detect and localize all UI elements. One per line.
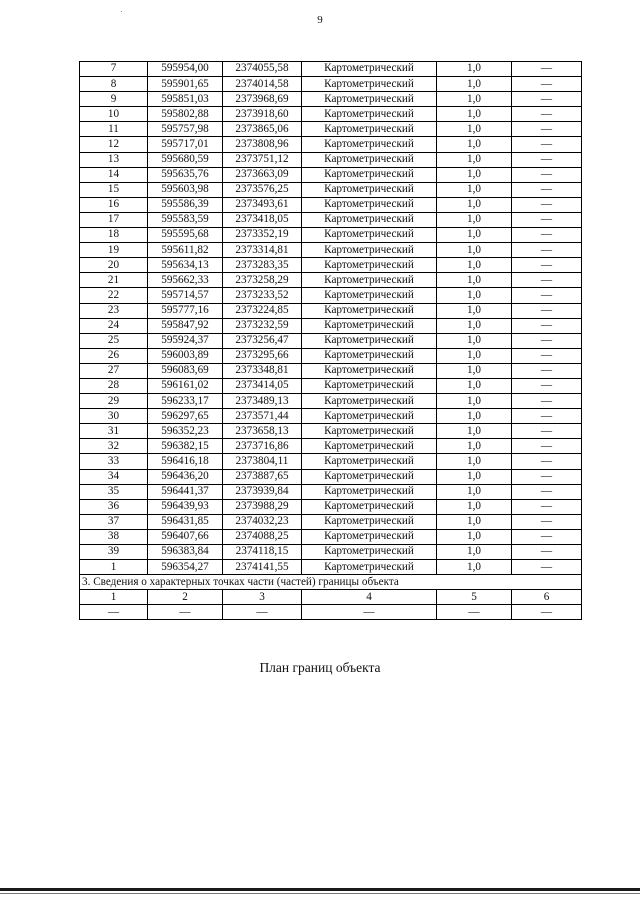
method-cell: Картометрический <box>302 409 437 424</box>
table-row <box>80 439 582 454</box>
point-number-cell: 18 <box>80 228 148 243</box>
point-number-cell: 7 <box>80 62 148 77</box>
x-coordinate-cell: 596407,66 <box>148 529 223 544</box>
x-coordinate-cell: 595635,76 <box>148 167 223 182</box>
point-number-cell: 8 <box>80 77 148 92</box>
point-number-cell: 11 <box>80 122 148 137</box>
section3-title-row <box>80 575 582 590</box>
y-coordinate-cell: 2373348,81 <box>223 363 302 378</box>
method-cell: Картометрический <box>302 228 437 243</box>
x-coordinate-cell: 595680,59 <box>148 152 223 167</box>
description-cell: — <box>512 243 582 258</box>
method-cell: Картометрический <box>302 394 437 409</box>
page-number: 9 <box>317 14 323 26</box>
point-number-cell: 17 <box>80 212 148 227</box>
description-cell: — <box>512 167 582 182</box>
table-row <box>80 529 582 544</box>
scan-edge-line <box>0 888 640 891</box>
y-coordinate-cell: 2373865,06 <box>223 122 302 137</box>
y-coordinate-cell: 2373663,09 <box>223 167 302 182</box>
point-number-cell: 9 <box>80 92 148 107</box>
x-coordinate-cell: 595924,37 <box>148 333 223 348</box>
method-cell: Картометрический <box>302 484 437 499</box>
x-coordinate-cell: 596441,37 <box>148 484 223 499</box>
table-row <box>80 484 582 499</box>
description-cell: — <box>512 348 582 363</box>
description-cell: — <box>512 560 582 575</box>
method-cell: Картометрический <box>302 514 437 529</box>
x-coordinate-cell: 596352,23 <box>148 424 223 439</box>
precision-cell: 1,0 <box>437 137 512 152</box>
description-cell: — <box>512 378 582 393</box>
description-cell: — <box>512 333 582 348</box>
table-row <box>80 469 582 484</box>
description-cell: — <box>512 62 582 77</box>
section3-header-cell: 6 <box>512 590 582 605</box>
section3-cell: — <box>302 605 437 620</box>
y-coordinate-cell: 2373716,86 <box>223 439 302 454</box>
scan-edge-line-thin <box>0 893 640 894</box>
table-row <box>80 228 582 243</box>
y-coordinate-cell: 2373493,61 <box>223 197 302 212</box>
x-coordinate-cell: 596354,27 <box>148 560 223 575</box>
table-row <box>80 348 582 363</box>
point-number-cell: 21 <box>80 273 148 288</box>
precision-cell: 1,0 <box>437 77 512 92</box>
precision-cell: 1,0 <box>437 167 512 182</box>
point-number-cell: 37 <box>80 514 148 529</box>
description-cell: — <box>512 107 582 122</box>
precision-cell: 1,0 <box>437 394 512 409</box>
precision-cell: 1,0 <box>437 62 512 77</box>
y-coordinate-cell: 2373918,60 <box>223 107 302 122</box>
description-cell: — <box>512 529 582 544</box>
y-coordinate-cell: 2373658,13 <box>223 424 302 439</box>
y-coordinate-cell: 2374118,15 <box>223 545 302 560</box>
precision-cell: 1,0 <box>437 122 512 137</box>
x-coordinate-cell: 596382,15 <box>148 439 223 454</box>
table-row <box>80 273 582 288</box>
method-cell: Картометрический <box>302 212 437 227</box>
x-coordinate-cell: 595851,03 <box>148 92 223 107</box>
y-coordinate-cell: 2374055,58 <box>223 62 302 77</box>
y-coordinate-cell: 2373295,66 <box>223 348 302 363</box>
y-coordinate-cell: 2374141,55 <box>223 560 302 575</box>
y-coordinate-cell: 2373968,69 <box>223 92 302 107</box>
point-number-cell: 28 <box>80 378 148 393</box>
x-coordinate-cell: 596233,17 <box>148 394 223 409</box>
point-number-cell: 26 <box>80 348 148 363</box>
table-row <box>80 288 582 303</box>
method-cell: Картометрический <box>302 529 437 544</box>
x-coordinate-cell: 595802,88 <box>148 107 223 122</box>
section3-cell: — <box>437 605 512 620</box>
table-row <box>80 92 582 107</box>
description-cell: — <box>512 92 582 107</box>
description-cell: — <box>512 514 582 529</box>
method-cell: Картометрический <box>302 288 437 303</box>
section3-cell: — <box>223 605 302 620</box>
precision-cell: 1,0 <box>437 484 512 499</box>
point-number-cell: 30 <box>80 409 148 424</box>
y-coordinate-cell: 2373414,05 <box>223 378 302 393</box>
method-cell: Картометрический <box>302 424 437 439</box>
y-coordinate-cell: 2374014,58 <box>223 77 302 92</box>
table-row <box>80 77 582 92</box>
precision-cell: 1,0 <box>437 499 512 514</box>
point-number-cell: 33 <box>80 454 148 469</box>
section3-cell: — <box>148 605 223 620</box>
description-cell: — <box>512 469 582 484</box>
description-cell: — <box>512 499 582 514</box>
point-number-cell: 32 <box>80 439 148 454</box>
point-number-cell: 31 <box>80 424 148 439</box>
method-cell: Картометрический <box>302 62 437 77</box>
method-cell: Картометрический <box>302 303 437 318</box>
points-table-body <box>80 62 582 575</box>
section3-header-cell: 2 <box>148 590 223 605</box>
y-coordinate-cell: 2373804,11 <box>223 454 302 469</box>
precision-cell: 1,0 <box>437 560 512 575</box>
description-cell: — <box>512 182 582 197</box>
method-cell: Картометрический <box>302 454 437 469</box>
section3-body <box>80 575 582 620</box>
y-coordinate-cell: 2374088,25 <box>223 529 302 544</box>
x-coordinate-cell: 595634,13 <box>148 258 223 273</box>
x-coordinate-cell: 595603,98 <box>148 182 223 197</box>
method-cell: Картометрический <box>302 77 437 92</box>
section3-header-cell: 4 <box>302 590 437 605</box>
table-row <box>80 258 582 273</box>
x-coordinate-cell: 596161,02 <box>148 378 223 393</box>
point-number-cell: 25 <box>80 333 148 348</box>
precision-cell: 1,0 <box>437 258 512 273</box>
x-coordinate-cell: 596003,89 <box>148 348 223 363</box>
table-row <box>80 424 582 439</box>
x-coordinate-cell: 596383,84 <box>148 545 223 560</box>
table-row <box>80 303 582 318</box>
method-cell: Картометрический <box>302 499 437 514</box>
section3-data-row <box>80 605 582 620</box>
y-coordinate-cell: 2373751,12 <box>223 152 302 167</box>
table-row <box>80 454 582 469</box>
description-cell: — <box>512 122 582 137</box>
point-number-cell: 39 <box>80 545 148 560</box>
table-row <box>80 394 582 409</box>
precision-cell: 1,0 <box>437 212 512 227</box>
precision-cell: 1,0 <box>437 197 512 212</box>
precision-cell: 1,0 <box>437 545 512 560</box>
x-coordinate-cell: 596431,85 <box>148 514 223 529</box>
point-number-cell: 14 <box>80 167 148 182</box>
description-cell: — <box>512 454 582 469</box>
method-cell: Картометрический <box>302 167 437 182</box>
x-coordinate-cell: 595847,92 <box>148 318 223 333</box>
description-cell: — <box>512 484 582 499</box>
table-row <box>80 107 582 122</box>
point-number-cell: 27 <box>80 363 148 378</box>
precision-cell: 1,0 <box>437 348 512 363</box>
method-cell: Картометрический <box>302 363 437 378</box>
description-cell: — <box>512 152 582 167</box>
x-coordinate-cell: 596436,20 <box>148 469 223 484</box>
point-number-cell: 24 <box>80 318 148 333</box>
method-cell: Картометрический <box>302 439 437 454</box>
description-cell: — <box>512 77 582 92</box>
precision-cell: 1,0 <box>437 529 512 544</box>
section3-cell: — <box>512 605 582 620</box>
description-cell: — <box>512 409 582 424</box>
precision-cell: 1,0 <box>437 152 512 167</box>
y-coordinate-cell: 2373233,52 <box>223 288 302 303</box>
method-cell: Картометрический <box>302 243 437 258</box>
method-cell: Картометрический <box>302 197 437 212</box>
method-cell: Картометрический <box>302 348 437 363</box>
precision-cell: 1,0 <box>437 228 512 243</box>
point-number-cell: 16 <box>80 197 148 212</box>
point-number-cell: 15 <box>80 182 148 197</box>
description-cell: — <box>512 258 582 273</box>
x-coordinate-cell: 595586,39 <box>148 197 223 212</box>
precision-cell: 1,0 <box>437 363 512 378</box>
description-cell: — <box>512 439 582 454</box>
table-row <box>80 152 582 167</box>
precision-cell: 1,0 <box>437 409 512 424</box>
method-cell: Картометрический <box>302 92 437 107</box>
y-coordinate-cell: 2373887,65 <box>223 469 302 484</box>
table-row <box>80 560 582 575</box>
description-cell: — <box>512 545 582 560</box>
point-number-cell: 36 <box>80 499 148 514</box>
y-coordinate-cell: 2373283,35 <box>223 258 302 273</box>
table-row <box>80 62 582 77</box>
precision-cell: 1,0 <box>437 439 512 454</box>
point-number-cell: 10 <box>80 107 148 122</box>
table-row <box>80 182 582 197</box>
point-number-cell: 23 <box>80 303 148 318</box>
point-number-cell: 19 <box>80 243 148 258</box>
table-row <box>80 514 582 529</box>
y-coordinate-cell: 2373418,05 <box>223 212 302 227</box>
x-coordinate-cell: 595717,01 <box>148 137 223 152</box>
precision-cell: 1,0 <box>437 333 512 348</box>
table-row <box>80 137 582 152</box>
method-cell: Картометрический <box>302 545 437 560</box>
section3-header-cell: 5 <box>437 590 512 605</box>
table-row <box>80 197 582 212</box>
point-number-cell: 13 <box>80 152 148 167</box>
precision-cell: 1,0 <box>437 288 512 303</box>
description-cell: — <box>512 363 582 378</box>
x-coordinate-cell: 595777,16 <box>148 303 223 318</box>
y-coordinate-cell: 2373571,44 <box>223 409 302 424</box>
y-coordinate-cell: 2373256,47 <box>223 333 302 348</box>
precision-cell: 1,0 <box>437 454 512 469</box>
table-row <box>80 318 582 333</box>
description-cell: — <box>512 137 582 152</box>
x-coordinate-cell: 595714,57 <box>148 288 223 303</box>
table-row <box>80 243 582 258</box>
description-cell: — <box>512 318 582 333</box>
precision-cell: 1,0 <box>437 107 512 122</box>
x-coordinate-cell: 595611,82 <box>148 243 223 258</box>
section3-header-row <box>80 590 582 605</box>
description-cell: — <box>512 288 582 303</box>
x-coordinate-cell: 595583,59 <box>148 212 223 227</box>
description-cell: — <box>512 197 582 212</box>
x-coordinate-cell: 595757,98 <box>148 122 223 137</box>
description-cell: — <box>512 303 582 318</box>
table-row <box>80 167 582 182</box>
y-coordinate-cell: 2373489,13 <box>223 394 302 409</box>
x-coordinate-cell: 596416,18 <box>148 454 223 469</box>
table-row <box>80 333 582 348</box>
y-coordinate-cell: 2373258,29 <box>223 273 302 288</box>
method-cell: Картометрический <box>302 182 437 197</box>
y-coordinate-cell: 2373988,29 <box>223 499 302 514</box>
method-cell: Картометрический <box>302 469 437 484</box>
precision-cell: 1,0 <box>437 514 512 529</box>
y-coordinate-cell: 2374032,23 <box>223 514 302 529</box>
y-coordinate-cell: 2373314,81 <box>223 243 302 258</box>
method-cell: Картометрический <box>302 378 437 393</box>
method-cell: Картометрический <box>302 560 437 575</box>
method-cell: Картометрический <box>302 107 437 122</box>
point-number-cell: 35 <box>80 484 148 499</box>
table-row <box>80 363 582 378</box>
method-cell: Картометрический <box>302 318 437 333</box>
x-coordinate-cell: 595954,00 <box>148 62 223 77</box>
description-cell: — <box>512 273 582 288</box>
table-row <box>80 378 582 393</box>
x-coordinate-cell: 596083,69 <box>148 363 223 378</box>
y-coordinate-cell: 2373232,59 <box>223 318 302 333</box>
method-cell: Картометрический <box>302 122 437 137</box>
table-row <box>80 409 582 424</box>
x-coordinate-cell: 596297,65 <box>148 409 223 424</box>
x-coordinate-cell: 595901,65 <box>148 77 223 92</box>
precision-cell: 1,0 <box>437 273 512 288</box>
y-coordinate-cell: 2373352,19 <box>223 228 302 243</box>
point-number-cell: 1 <box>80 560 148 575</box>
point-number-cell: 38 <box>80 529 148 544</box>
description-cell: — <box>512 212 582 227</box>
method-cell: Картометрический <box>302 333 437 348</box>
table-row <box>80 545 582 560</box>
description-cell: — <box>512 394 582 409</box>
plan-title: План границ объекта <box>259 660 381 675</box>
method-cell: Картометрический <box>302 137 437 152</box>
section3-title: 3. Сведения о характерных точках части (частей) границы объекта <box>80 575 582 590</box>
precision-cell: 1,0 <box>437 303 512 318</box>
precision-cell: 1,0 <box>437 378 512 393</box>
y-coordinate-cell: 2373224,85 <box>223 303 302 318</box>
method-cell: Картометрический <box>302 152 437 167</box>
description-cell: — <box>512 228 582 243</box>
boundary-points-table <box>79 61 582 620</box>
point-number-cell: 12 <box>80 137 148 152</box>
table-row <box>80 499 582 514</box>
section3-header-cell: 3 <box>223 590 302 605</box>
method-cell: Картометрический <box>302 258 437 273</box>
precision-cell: 1,0 <box>437 424 512 439</box>
point-number-cell: 20 <box>80 258 148 273</box>
section3-cell: — <box>80 605 148 620</box>
x-coordinate-cell: 595595,68 <box>148 228 223 243</box>
table-row <box>80 122 582 137</box>
section3-header-cell: 1 <box>80 590 148 605</box>
precision-cell: 1,0 <box>437 92 512 107</box>
y-coordinate-cell: 2373576,25 <box>223 182 302 197</box>
table-row <box>80 212 582 227</box>
precision-cell: 1,0 <box>437 469 512 484</box>
precision-cell: 1,0 <box>437 182 512 197</box>
method-cell: Картометрический <box>302 273 437 288</box>
x-coordinate-cell: 595662,33 <box>148 273 223 288</box>
scan-speck <box>121 11 122 12</box>
precision-cell: 1,0 <box>437 318 512 333</box>
point-number-cell: 34 <box>80 469 148 484</box>
x-coordinate-cell: 596439,93 <box>148 499 223 514</box>
point-number-cell: 22 <box>80 288 148 303</box>
point-number-cell: 29 <box>80 394 148 409</box>
y-coordinate-cell: 2373939,84 <box>223 484 302 499</box>
description-cell: — <box>512 424 582 439</box>
precision-cell: 1,0 <box>437 243 512 258</box>
y-coordinate-cell: 2373808,96 <box>223 137 302 152</box>
